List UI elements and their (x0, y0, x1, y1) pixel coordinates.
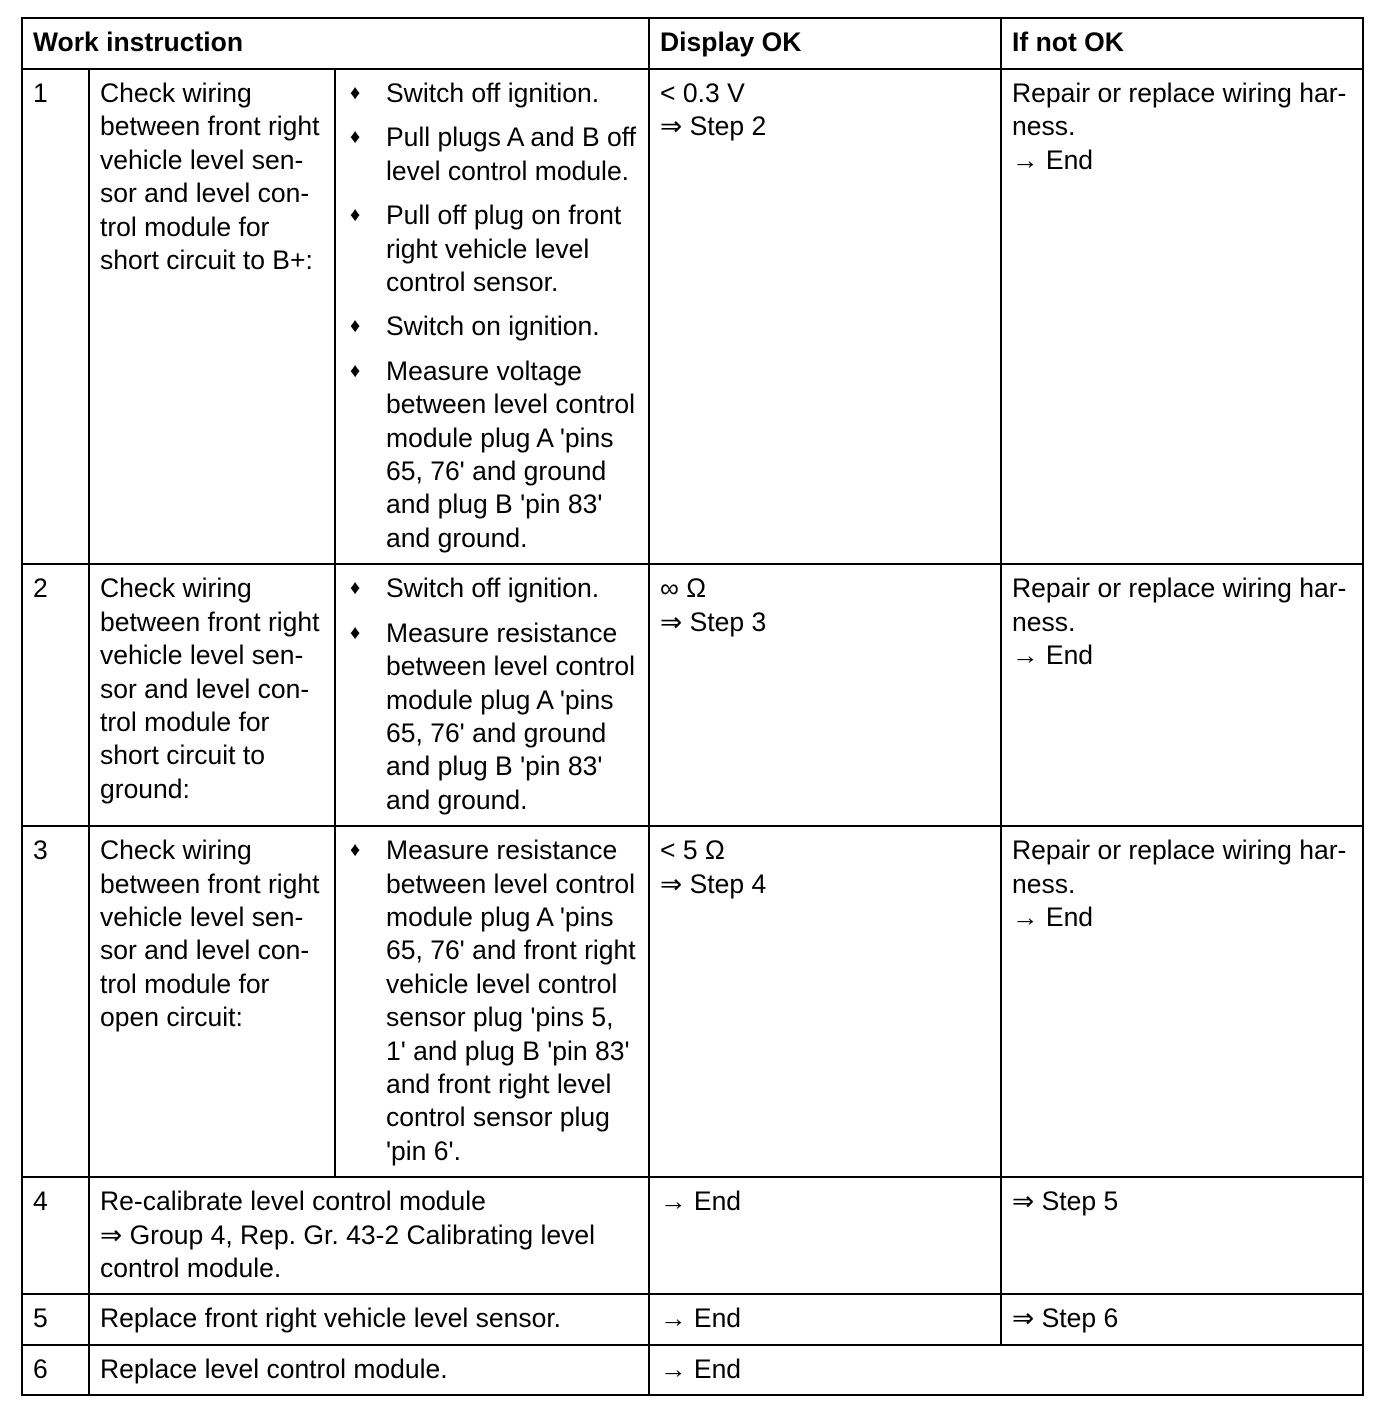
procedure-steps (335, 826, 649, 1177)
procedure-list (346, 834, 640, 1168)
header-display-ok: Display OK (649, 18, 1001, 69)
next-step: ⇒ Step 3 (660, 606, 767, 637)
display-ok-cell (649, 826, 1001, 1177)
remedy-next: → End (1012, 640, 1094, 671)
step-number: 3 (22, 826, 89, 1177)
diamond-bullet-icon: ♦ (350, 577, 361, 600)
remedy-text: Repair or replace wiring har-ness. (1012, 78, 1347, 142)
table-row (22, 1177, 1363, 1294)
if-not-ok-cell (1001, 564, 1363, 826)
if-not-ok-cell: ⇒ Step 5 (1001, 1177, 1363, 1294)
instruction-cell (89, 1177, 649, 1294)
list-item: ♦ Switch on ignition. (346, 310, 640, 343)
header-row (22, 18, 1363, 69)
if-not-ok-cell (1001, 826, 1363, 1177)
check-description: Check wiring between front right vehicle level sen-sor and level con-trol module for open circuit: (89, 826, 335, 1177)
check-description: Check wiring between front right vehicle level sen-sor and level con-trol module for short circuit to B+: (89, 69, 335, 564)
list-item: ♦ Measure resistance between level control module plug A 'pins 65, 76' and ground and plug B 'pin 83' and ground. (350, 617, 635, 815)
table-row (22, 1345, 1363, 1395)
table-row (22, 69, 1363, 564)
step-number: 1 (22, 69, 89, 564)
expected-value: < 5 Ω (660, 835, 725, 866)
list-item: ♦ Switch off ignition. (346, 572, 640, 605)
next-step: ⇒ Step 2 (660, 111, 767, 142)
step-number: 6 (22, 1345, 89, 1395)
procedure-list (346, 77, 640, 555)
diamond-bullet-icon: ♦ (350, 621, 361, 644)
if-not-ok-cell (1001, 69, 1363, 564)
header-work-instruction: Work instruction (22, 18, 649, 69)
check-description: Check wiring between front right vehicle level sen-sor and level con-trol module for short circuit to ground: (89, 564, 335, 826)
table-row (22, 826, 1363, 1177)
remedy-next: → End (1012, 144, 1094, 175)
display-ok-cell: → End (649, 1177, 1001, 1294)
diamond-bullet-icon: ♦ (350, 315, 361, 338)
table-row (22, 1294, 1363, 1344)
diamond-bullet-icon: ♦ (350, 839, 361, 862)
list-item: ♦ Pull plugs A and B off level control module. (350, 122, 636, 186)
list-item: ♦ Measure resistance between level control module plug A 'pins 65, 76' and front right vehicle level control sensor plug 'pins 5, 1' and plug B 'pin 83' and front right level control sensor plug 'pin 6'. (350, 835, 636, 1166)
display-ok-cell: → End (649, 1294, 1001, 1344)
expected-value: < 0.3 V (660, 78, 745, 108)
step-number: 5 (22, 1294, 89, 1344)
procedure-list (346, 572, 640, 817)
diamond-bullet-icon: ♦ (350, 82, 361, 104)
display-ok-cell (649, 564, 1001, 826)
instruction-text: Re-calibrate level control module (100, 1186, 486, 1217)
instruction-cell: Replace front right vehicle level sensor. (89, 1294, 649, 1344)
step-number: 4 (22, 1177, 89, 1294)
procedure-steps (335, 69, 649, 564)
header-if-not-ok: If not OK (1001, 18, 1363, 69)
diamond-bullet-icon: ♦ (350, 359, 361, 382)
remedy-text: Repair or replace wiring har-ness. (1012, 835, 1347, 899)
list-item: ♦ Pull off plug on front right vehicle level control sensor. (350, 200, 622, 298)
step-number: 2 (22, 564, 89, 826)
if-not-ok-cell: ⇒ Step 6 (1001, 1294, 1363, 1344)
table-row (22, 564, 1363, 826)
remedy-next: → End (1012, 901, 1094, 932)
instruction-reference: ⇒ Group 4, Rep. Gr. 43-2 Calibrating level control module. (100, 1219, 596, 1283)
diamond-bullet-icon: ♦ (350, 126, 361, 149)
diamond-bullet-icon: ♦ (350, 204, 361, 227)
display-ok-cell: → End (649, 1345, 1363, 1395)
remedy-text: Repair or replace wiring har-ness. (1012, 573, 1347, 637)
instruction-cell: Replace level control module. (89, 1345, 649, 1395)
next-step: ⇒ Step 4 (660, 868, 767, 899)
display-ok-cell (649, 69, 1001, 564)
procedure-steps (335, 564, 649, 826)
work-instruction-table (21, 17, 1364, 1396)
list-item: ♦ Switch off ignition. (346, 77, 640, 110)
list-item: ♦ Measure voltage between level control module plug A 'pins 65, 76' and ground and plug B 'pin 83' and ground. (350, 355, 635, 553)
expected-value: ∞ Ω (660, 573, 707, 604)
